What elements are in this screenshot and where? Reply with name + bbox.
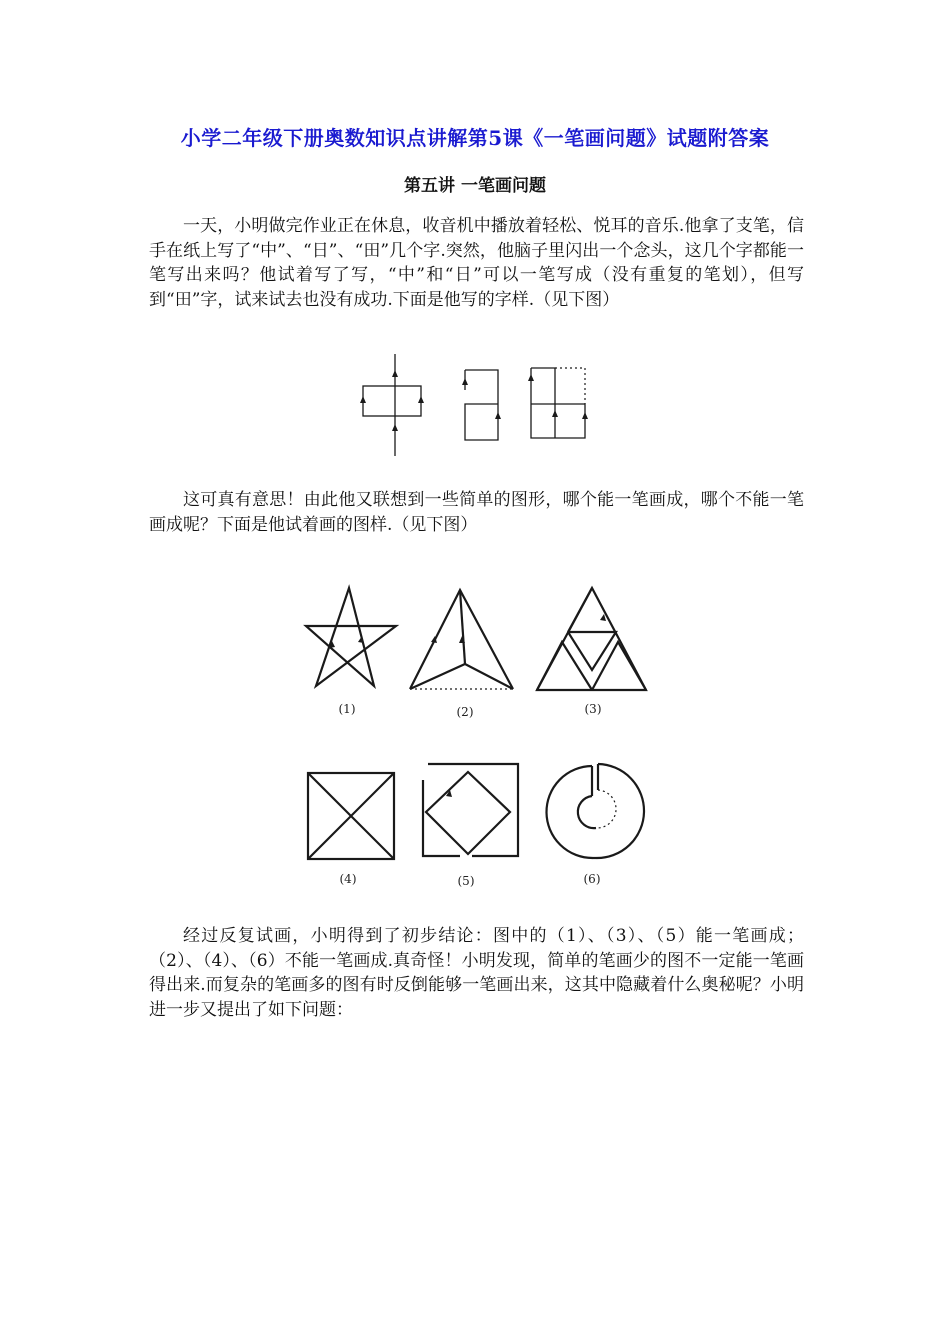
figure-1-star (302, 586, 402, 691)
conclusion-paragraph: 经过反复试画，小明得到了初步结论：图中的（1）、（3）、（5）能一笔画成；（2）、（4）、（6）不能一笔画成.真奇怪！小明发现，简单的笔画少的图不一定能一笔画得出来.而复杂的笔画多的图有时反倒能够一笔画出来，这其中隐藏着什么奥秘呢？小明进一步又提出了如下问题： (149, 926, 804, 1020)
zhong-character-drawing (360, 354, 424, 456)
figure-5-label: (5) (457, 874, 475, 888)
figure-1-label: (1) (338, 702, 356, 716)
ri-character-drawing (462, 370, 501, 440)
figure-4-crossed-square (305, 770, 400, 865)
figure-3-triangle (532, 584, 652, 694)
page-title: 小学二年级下册奥数知识点讲解第5课《一笔画问题》试题附答案 (180, 126, 770, 150)
character-strokes-figure (355, 352, 615, 462)
intro-paragraph: 一天，小明做完作业正在休息，收音机中播放着轻松、悦耳的音乐.他拿了支笔，信手在纸上写了“中”、“日”、“田”几个字.突然，他脑子里闪出一个念头，这几个字都能一笔写出来吗？他试着写了写，“中”和“日”可以一笔写成（没有重复的笔划），但写到“田”字，试来试去也没有成功.下面是他写的字样.（见下图） (149, 216, 804, 310)
lecture-title: 第五讲 一笔画问题 (404, 176, 546, 196)
figure-6-label: (6) (583, 872, 601, 886)
figure-3-label: (3) (584, 702, 602, 716)
figure-2-label: (2) (456, 705, 474, 719)
second-paragraph: 这可真有意思！由此他又联想到一些简单的图形，哪个能一笔画成，哪个不能一笔画成呢？下面是他试着画的图样.（见下图） (149, 490, 804, 535)
figure-5-square-diamond (420, 760, 522, 862)
tian-character-drawing (528, 368, 588, 438)
figure-4-label: (4) (339, 872, 357, 886)
figure-2-triangle (405, 586, 520, 696)
figure-6-ring (540, 760, 646, 866)
